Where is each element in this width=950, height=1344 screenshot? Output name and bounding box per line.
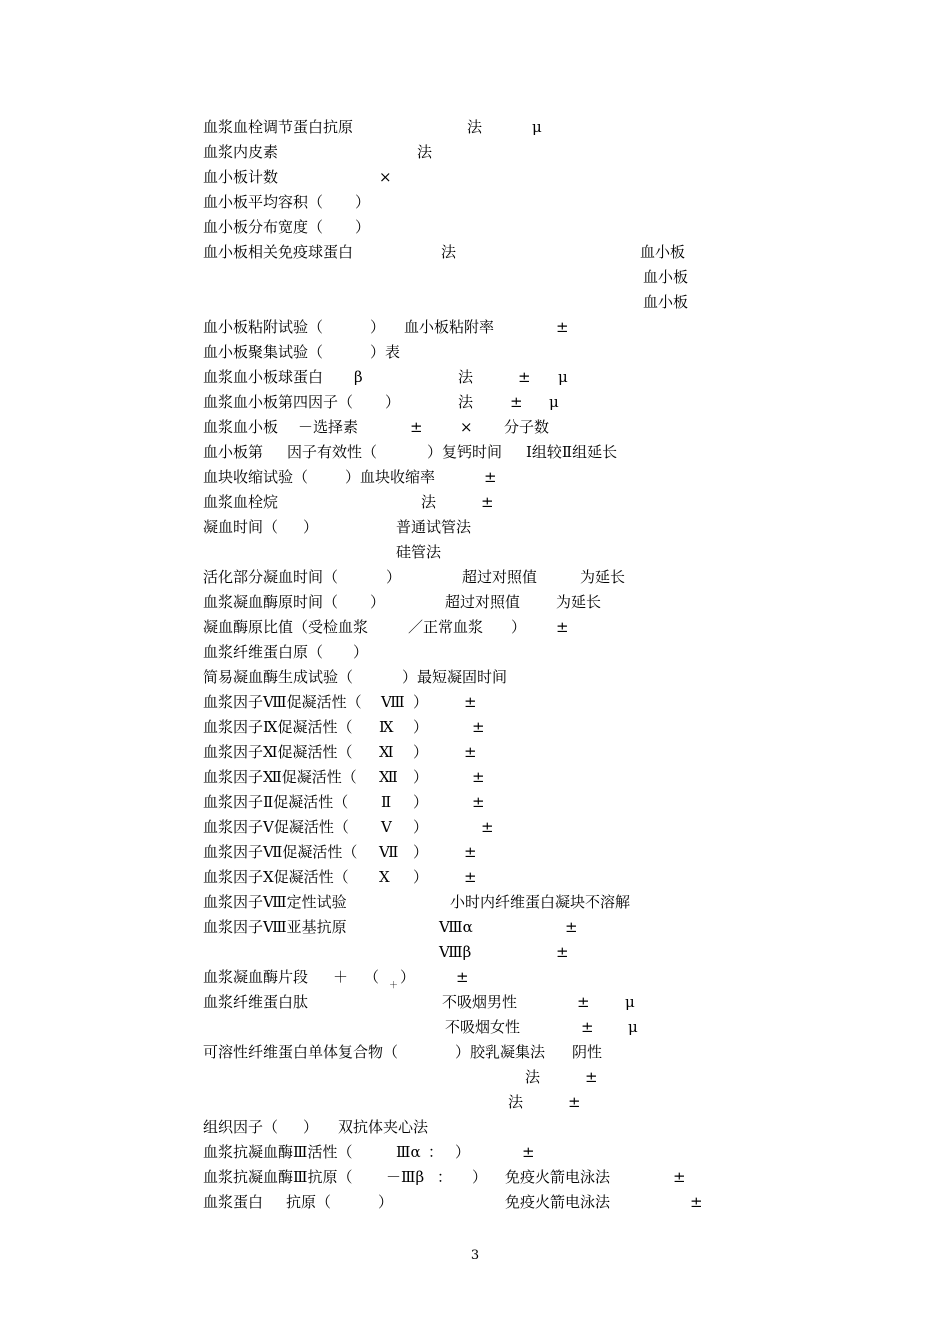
cell: ± (472, 768, 485, 786)
item-name: 可溶性纤维蛋白单体复合物（ (203, 1043, 399, 1061)
item-name: 血浆抗凝血酶Ⅲ活性（ (203, 1143, 353, 1161)
cell: ） (303, 518, 319, 536)
item-name: 血小板相关免疫球蛋白 (203, 243, 354, 261)
cell: ± (585, 1068, 598, 1086)
item-name: 血浆因子Ⅺ促凝活性（ (203, 743, 353, 761)
cell: Ⅹ (379, 868, 390, 886)
item-name: 血浆血小板 (203, 418, 279, 436)
cell: 法 (467, 118, 483, 136)
cell: ± (581, 1018, 594, 1036)
item-name: 血浆血小板球蛋白 (203, 368, 324, 386)
cell: 抗原（ (286, 1193, 332, 1211)
cell: Ⅲα (396, 1143, 421, 1161)
item-name: 血浆因子Ⅴ促凝活性（ (203, 818, 349, 836)
cell: Ⅶ (379, 843, 399, 861)
cell: 双抗体夹心法 (338, 1118, 429, 1136)
cell: Ⅷ (381, 693, 405, 711)
item-name: 血浆因子Ⅸ促凝活性（ (203, 718, 353, 736)
cell: 法 (458, 393, 474, 411)
cell: β (354, 368, 363, 386)
cell: ± (568, 1093, 581, 1111)
item-name: 凝血酶原比值（受检血浆 (203, 618, 369, 636)
cell: ± (472, 793, 485, 811)
cell: ／正常血浆 (408, 618, 484, 636)
cell: ）胶乳凝集法 (455, 1043, 546, 1061)
cell: Ⅱ (381, 793, 392, 811)
cell: 血小板 (640, 243, 686, 261)
cell: Ⅷβ (439, 943, 472, 961)
cell: ） (413, 693, 429, 711)
cell: 阴性 (572, 1043, 603, 1061)
cell: μ (625, 993, 635, 1011)
cell: ± (464, 868, 477, 886)
cell: （ (364, 968, 380, 986)
item-name: 血浆纤维蛋白肽 (203, 993, 309, 1011)
cell: ± (510, 393, 523, 411)
cell: ） (355, 193, 371, 211)
item-name: 血浆因子Ⅷ亚基抗原 (203, 918, 347, 936)
item-name: 血浆因子Ⅷ促凝活性（ (203, 693, 362, 711)
cell: ） (413, 843, 429, 861)
item-name: 血小板粘附试验（ (203, 318, 324, 336)
cell: ： (428, 1143, 444, 1161)
cell: ） (413, 793, 429, 811)
cell: 小时内纤维蛋白凝块不溶解 (450, 893, 631, 911)
cell: 免疫火箭电泳法 (505, 1193, 611, 1211)
cell: ± (481, 493, 494, 511)
cell: ） (511, 618, 527, 636)
cell: 超过对照值 (445, 593, 521, 611)
cell: ： (437, 1168, 453, 1186)
item-name: 血浆因子Ⅻ促凝活性（ (203, 768, 357, 786)
cell: ± (464, 843, 477, 861)
cell: ） (370, 593, 386, 611)
cell: ± (522, 1143, 535, 1161)
item-name: 血浆抗凝血酶Ⅲ抗原（ (203, 1168, 353, 1186)
cell: 不吸烟男性 (442, 993, 518, 1011)
cell: ± (410, 418, 423, 436)
cell: 免疫火箭电泳法 (505, 1168, 611, 1186)
cell: ） (303, 1118, 319, 1136)
cell: －Ⅲβ (386, 1168, 425, 1186)
cell: × (379, 168, 392, 186)
cell: ）最短凝固时间 (402, 668, 508, 686)
item-name: 血小板分布宽度（ (203, 218, 324, 236)
cell: μ (549, 393, 559, 411)
cell: ± (690, 1193, 703, 1211)
cell: ） (472, 1168, 488, 1186)
item-name: 血浆凝血酶原时间（ (203, 593, 339, 611)
cell: －选择素 (298, 418, 359, 436)
item-name: 血小板第 (203, 443, 264, 461)
cell: ） (400, 968, 416, 986)
cell: μ (558, 368, 568, 386)
cell: ） (455, 1143, 471, 1161)
cell: μ (532, 118, 542, 136)
cell: 为延长 (580, 568, 626, 586)
item-name: 血浆因子Ⅹ促凝活性（ (203, 868, 349, 886)
cell: ± (481, 818, 494, 836)
cell: 法 (421, 493, 437, 511)
cell: 血小板 (643, 268, 689, 286)
item-name: 血小板计数 (203, 168, 279, 186)
cell: ± (464, 693, 477, 711)
cell: ± (565, 918, 578, 936)
cell: ） (355, 218, 371, 236)
cell: μ (628, 1018, 638, 1036)
page-number: 3 (470, 1248, 480, 1263)
cell: Ⅰ组较Ⅱ组延长 (526, 443, 618, 461)
cell: ）血块收缩率 (345, 468, 436, 486)
cell: 因子有效性（ (287, 443, 378, 461)
cell: 法 (458, 368, 474, 386)
item-name: 血浆纤维蛋白原（ (203, 643, 324, 661)
cell: ± (577, 993, 590, 1011)
item-name: 活化部分凝血时间（ (203, 568, 339, 586)
cell: 法 (508, 1093, 524, 1111)
cell: ） (413, 868, 429, 886)
item-name: 血小板聚集试验（ (203, 343, 324, 361)
cell: ）复钙时间 (427, 443, 503, 461)
row-35 (0, 965, 469, 991)
item-name: 血浆血栓调节蛋白抗原 (203, 118, 354, 136)
item-name: 血浆凝血酶片段 (203, 968, 309, 986)
item-name: 简易凝血酶生成试验（ (203, 668, 354, 686)
cell: × (460, 418, 473, 436)
cell: 为延长 (556, 593, 602, 611)
cell: ± (464, 743, 477, 761)
cell: ± (556, 943, 569, 961)
item-name: 血浆血栓烷 (203, 493, 279, 511)
cell: ） (413, 768, 429, 786)
item-name: 血浆因子Ⅷ定性试验 (203, 893, 347, 911)
cell: ± (518, 368, 531, 386)
cell: 硅管法 (396, 543, 442, 561)
cell: ） (353, 643, 369, 661)
cell: ） (386, 568, 402, 586)
cell: ） (413, 743, 429, 761)
cell: 超过对照值 (462, 568, 538, 586)
cell: ） (378, 1193, 394, 1211)
cell: Ⅸ (379, 718, 394, 736)
item-name: 血浆因子Ⅱ促凝活性（ (203, 793, 349, 811)
cell: ± (456, 968, 469, 986)
cell: 普通试管法 (396, 518, 472, 536)
cell: ± (673, 1168, 686, 1186)
cell: 法 (525, 1068, 541, 1086)
item-name: 血浆血小板第四因子（ (203, 393, 354, 411)
item-name: 组织因子（ (203, 1118, 279, 1136)
item-name: 血小板平均容积（ (203, 193, 324, 211)
cell: 法 (441, 243, 457, 261)
cell: Ⅷα (439, 918, 473, 936)
cell: 分子数 (504, 418, 550, 436)
cell: 血小板 (643, 293, 689, 311)
item-name: 血块收缩试验（ (203, 468, 309, 486)
item-name: 血浆内皮素 (203, 143, 279, 161)
item-name: 凝血时间（ (203, 518, 279, 536)
cell: ± (556, 318, 569, 336)
cell: ＋ (389, 981, 399, 991)
cell: 血小板粘附率 (404, 318, 495, 336)
cell: ± (472, 718, 485, 736)
cell: ） (413, 718, 429, 736)
item-name: 血浆蛋白 (203, 1193, 264, 1211)
cell: Ⅻ (379, 768, 398, 786)
cell: ）表 (370, 343, 401, 361)
cell: ） (370, 318, 386, 336)
cell: ） (413, 818, 429, 836)
cell: Ⅺ (379, 743, 394, 761)
item-name: 血浆因子Ⅶ促凝活性（ (203, 843, 358, 861)
cell: Ⅴ (381, 818, 392, 836)
cell: 不吸烟女性 (445, 1018, 521, 1036)
cell: ± (556, 618, 569, 636)
cell: ） (385, 393, 401, 411)
cell: ＋ (333, 968, 349, 986)
cell: 法 (417, 143, 433, 161)
cell: ± (484, 468, 497, 486)
